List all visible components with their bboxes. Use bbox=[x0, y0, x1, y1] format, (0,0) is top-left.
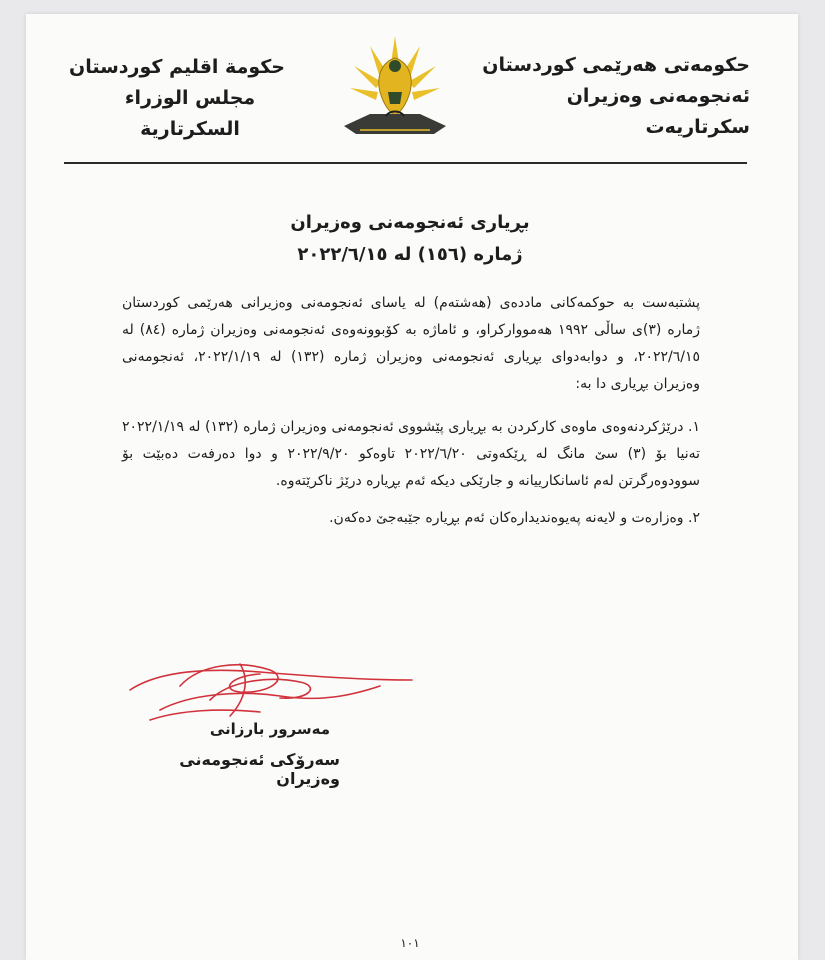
signatory-name: مەسرور بارزانی bbox=[209, 720, 330, 738]
decision-number: ژمارە (١٥٦) لە ٢٠٢٢/٦/١٥ bbox=[297, 244, 523, 265]
header-kurdish-line-2: ئەنجومەنی وەزیران bbox=[566, 85, 750, 107]
signatory-title: سەرۆکی ئەنجومەنی وەزیران bbox=[179, 750, 340, 788]
page-number: ١٠١ bbox=[400, 936, 420, 950]
intro-paragraph: پشتبەست بە حوکمەکانی ماددەی (هەشتەم) لە یاسای ئەنجومەنی وەزیرانی هەرێمی کوردستان ژمارە (٣)ی ساڵی ١٩٩٢ هەمووارکراو، و ئاماژە بە کۆبوونەوەی ئەنجومەنی وەزیران ژمارە (٨٤) لە ٢٠٢٢/٦/١٥، و دوابەدوای بڕیاری ئەنجومەنی وەزیران ژمارە (١٣٢) لە ٢٠٢٢/١/١٩، ئەنجومەنی وەزیران بڕیاری دا بە: bbox=[122, 295, 700, 392]
header-arabic-line-2: مجلس الوزراء bbox=[124, 87, 256, 109]
header-kurdish-line-1: حکومەتی هەرێمی کوردستان bbox=[482, 54, 750, 76]
header-divider bbox=[64, 162, 747, 164]
decision-item-1: ١. درێژکردنەوەی ماوەی کارکردن بە بڕیاری پێشووی ئەنجومەنی وەزیران ژمارە (١٣٢) لە ٢٠٢٢/١/١٩ تەنیا بۆ (٣) سێ مانگ لە ڕێکەوتی ٢٠٢٢/٦/٢٠ تاوەکو ٢٠٢٢/٩/٢٠ و دوا دەرفەت دەبێت بۆ سوودوەرگرتن لەم ئاسانکارییانە و جارێکی دیکە ئەم بڕیارە درێژ ناکرێتەوە. bbox=[122, 419, 701, 489]
kurdistan-emblem-icon bbox=[330, 18, 460, 148]
decision-title: بڕیاری ئەنجومەنی وەزیران bbox=[290, 212, 530, 233]
header-arabic-line-3: السكرتارية bbox=[140, 118, 240, 140]
decision-item-2: ٢. وەزارەت و لایەنە پەیوەندیدارەکان ئەم بڕیارە جێبەجێ دەکەن. bbox=[329, 510, 700, 526]
header-kurdish-line-3: سکرتاریەت bbox=[645, 116, 750, 138]
header-arabic-line-1: حكومة اقليم كوردستان bbox=[69, 56, 285, 78]
header-kurdish bbox=[450, 50, 750, 143]
header-arabic bbox=[69, 52, 285, 145]
